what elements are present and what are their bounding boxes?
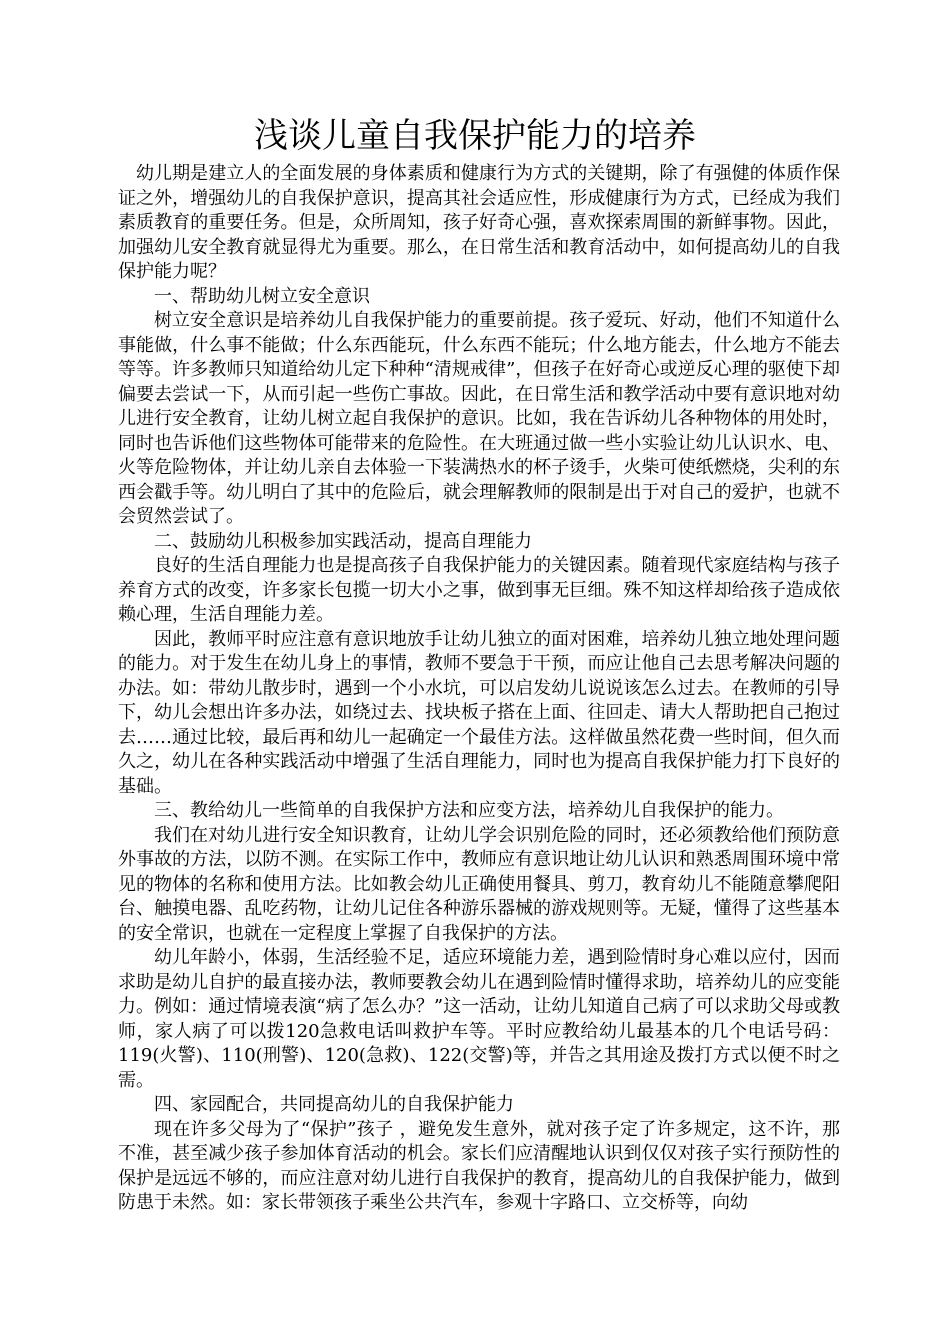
section-heading-1: 一、帮助幼儿树立安全意识 [154,285,370,307]
body-paragraph: 幼儿年龄小，体弱，生活经验不足，适应环境能力差，遇到险情时身心难以应付，因而求助是幼儿自护的最直接办法，教师要教会幼儿在遇到险情时懂得求助，培养幼儿的应变能力。例如：通过情境表演“病了怎么办？”这一活动，让幼儿知道自己病了可以求助父母或教师，家人病了可以拨120急救电话叫救护车等。平时应教给幼儿最基本的几个电话号码：119(火警)、110(刑警)、120(急救)、122(交警)等，并告之其用途及拨打方式以便不时之需。 [118,947,840,1091]
body-paragraph: 树立安全意识是培养幼儿自我保护能力的重要前提。孩子爱玩、好动，他们不知道什么事能做，什么事不能做；什么东西能玩，什么东西不能玩；什么地方能去，什么地方不能去等等。许多教师只知道给幼儿定下种种“清规戒律”，但孩子在好奇心或逆反心理的驱使下却偏要去尝试一下，从而引起一些伤亡事故。因此，在日常生活和教学活动中要有意识地对幼儿进行安全教育，让幼儿树立起自我保护的意识。比如，我在告诉幼儿各种物体的用处时，同时也告诉他们这些物体可能带来的危险性。在大班通过做一些小实验让幼儿认识水、电、火等危险物体，并让幼儿亲自去体验一下装满热水的杯子烫手，火柴可使纸燃烧，尖利的东西会戳手等。幼儿明白了其中的危险后，就会理解教师的限制是出于对自己的爱护，也就不会贸然尝试了。 [118,310,840,527]
section-heading-2: 二、鼓励幼儿积极参加实践活动，提高自理能力 [154,530,532,552]
document-title: 浅谈儿童自我保护能力的培养 [254,116,696,156]
section-heading-4: 四、家园配合，共同提高幼儿的自我保护能力 [154,1094,514,1115]
section-heading-3: 三、教给幼儿一些简单的自我保护方法和应变方法，培养幼儿自我保护的能力。 [154,800,784,821]
body-paragraph: 因此，教师平时应注意有意识地放手让幼儿独立的面对困难，培养幼儿独立地处理问题的能力。对于发生在幼儿身上的事情，教师不要急于干预，而应让他自己去思考解决问题的办法。如：带幼儿散步时，遇到一个小水坑，可以启发幼儿说说该怎么过去。在教师的引导下，幼儿会想出许多办法，如绕过去、找块板子搭在上面、往回走、请大人帮助把自己抱过去……通过比较，最后再和幼儿一起确定一个最佳方法。这样做虽然花费一些时间，但久而久之，幼儿在各种实践活动中增强了生活自理能力，同时也为提高自我保护能力打下良好的基础。 [118,628,840,797]
body-paragraph: 我们在对幼儿进行安全知识教育，让幼儿学会识别危险的同时，还必须教给他们预防意外事故的方法，以防不测。在实际工作中，教师应有意识地让幼儿认识和熟悉周围环境中常见的物体的名称和使用方法。比如教会幼儿正确使用餐具、剪刀，教育幼儿不能随意攀爬阳台、触摸电器、乱吃药物，让幼儿记住各种游乐器械的游戏规则等。无疑，懂得了这些基本的安全常识，也就在一定程度上掌握了自我保护的方法。 [118,824,840,944]
body-paragraph: 现在许多父母为了“保护”孩子 ，避免发生意外，就对孩子定了许多规定，这不许，那不准，甚至减少孩子参加体育活动的机会。家长们应清醒地认识到仅仅对孩子实行预防性的保护是远远不够的，而应注意对幼儿进行自我保护的教育，提高幼儿的自我保护能力，做到防患于未然。如：家长带领孩子乘坐公共汽车，参观十字路口、立交桥等，向幼 [118,1118,840,1213]
body-paragraph: 良好的生活自理能力也是提高孩子自我保护能力的关键因素。随着现代家庭结构与孩子养育方式的改变，许多家长包揽一切大小之事，做到事无巨细。殊不知这样却给孩子造成依赖心理，生活自理能力差。 [118,555,840,625]
document-body [118,162,840,1216]
intro-paragraph: 幼儿期是建立人的全面发展的身体素质和健康行为方式的关键期，除了有强健的体质作保证之外，增强幼儿的自我保护意识，提高其社会适应性，形成健康行为方式，已经成为我们素质教育的重要任务。但是，众所周知，孩子好奇心强，喜欢探索周围的新鲜事物。因此，加强幼儿安全教育就显得尤为重要。那么，在日常生活和教育活动中，如何提高幼儿的自我保护能力呢？ [118,163,840,282]
